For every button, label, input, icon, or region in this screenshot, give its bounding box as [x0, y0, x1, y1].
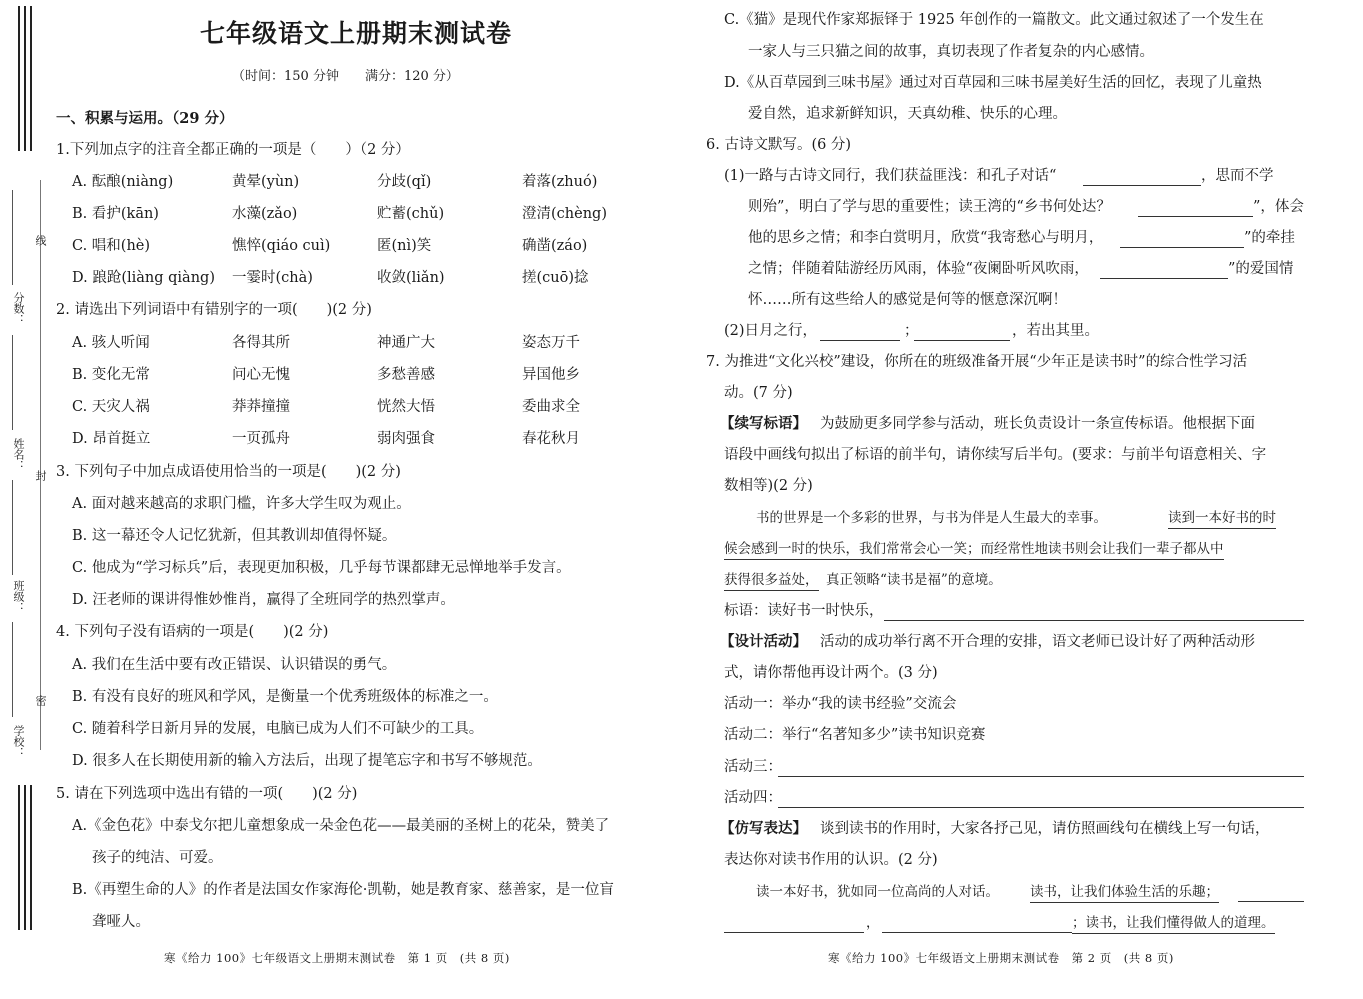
- q1-option-b-2: 水藻(zǎo): [232, 206, 298, 222]
- q5-option-b-line1: B.《再塑生命的人》的作者是法国女作家海伦·凯勒，她是教育家、慈善家，是一位盲: [72, 882, 614, 898]
- q6-line3-a: 他的思乡之情；和李白赏明月，欣赏“我寄愁心与明月，: [748, 230, 1104, 246]
- q1-option-c-2: 憔悴(qiáo cuì): [232, 238, 331, 254]
- q3-option-a: A. 面对越来越高的求职门槛，许多大学生叹为观止。: [72, 496, 411, 512]
- q6-line1-a: (1)一路与古诗文同行，我们获益匪浅：和孔子对话“: [724, 168, 1057, 184]
- q6-blank-3[interactable]: [1120, 247, 1244, 248]
- q6-line4-a: 之情；伴随着陆游经历风雨，体验“夜阑卧听风吹雨，: [748, 261, 1089, 277]
- q6-line4-b: ”的爱国情: [1228, 261, 1294, 277]
- q6-blank-4[interactable]: [1100, 278, 1228, 279]
- page-title: 七年级语文上册期末测试卷: [200, 19, 513, 48]
- q2-option-d-3: 弱肉强食: [377, 431, 435, 447]
- passage-line1-a: 书的世界是一个多彩的世界，与书为伴是人生最大的幸事。: [756, 510, 1107, 526]
- fang-line1: 谈到读书的作用时，大家各抒己见，请仿照画线句在横线上写一句话，: [820, 821, 1270, 837]
- side-bar-top-3: [30, 6, 32, 151]
- q3-option-b: B. 这一幕还令人记忆犹新，但其教训却值得怀疑。: [72, 528, 397, 544]
- question-2: 2. 请选出下列词语中有错别字的一项( )(2 分): [56, 302, 372, 318]
- q2-option-a-4: 姿态万千: [522, 335, 580, 351]
- side-bar-top-2: [24, 6, 26, 151]
- q6-line3-b: ”的牵挂: [1244, 230, 1295, 246]
- passage-line1-b: 读到一本好书的时: [1168, 508, 1276, 529]
- q1-option-d-3: 收敛(liǎn): [377, 270, 445, 286]
- she-line2: 式，请你帮他再设计两个。(3 分): [724, 665, 938, 681]
- question-3: 3. 下列句子中加点成语使用恰当的一项是( )(2 分): [56, 464, 401, 480]
- q5-option-d-line2: 爱自然，追求新鲜知识，天真幼稚、快乐的心理。: [748, 106, 1067, 122]
- slogan-label: 标语：读好书一时快乐，: [724, 603, 884, 619]
- q1-option-b-3: 贮蓄(chǔ): [377, 206, 445, 222]
- slogan-blank[interactable]: [884, 620, 1304, 621]
- side-label-feng: 封: [34, 470, 47, 481]
- q1-option-a-1: A. 酝酿(niàng): [72, 174, 174, 190]
- q6-blank-6[interactable]: [914, 340, 1010, 341]
- fang-line4-b: ；读书，让我们懂得做人的道理。: [1072, 913, 1275, 934]
- activity-1: 活动一：举办“我的读书经验”交流会: [724, 696, 957, 712]
- footer-page-2: 寒《给力 100》七年级语文上册期末测试卷 第 2 页 (共 8 页): [828, 951, 1174, 965]
- fang-line3-a: 读一本好书，犹如同一位高尚的人对话。: [756, 884, 999, 900]
- q4-option-c: C. 随着科学日新月异的发展，电脑已成为人们不可缺少的工具。: [72, 721, 484, 737]
- fang-tag: 【仿写表达】: [720, 820, 807, 837]
- question-1: 1.下列加点字的注音全都正确的一项是（ ）（2 分）: [56, 142, 410, 158]
- q4-option-b: B. 有没有良好的班风和学风，是衡量一个优秀班级体的标准之一。: [72, 689, 498, 705]
- fang-line2: 表达你对读书作用的认识。(2 分): [724, 852, 938, 868]
- side-label-xian: 线: [34, 235, 47, 246]
- side-bar-bottom-3: [30, 785, 32, 930]
- q5-option-c-line2: 一家人与三只猫之间的故事，真切表现了作者复杂的内心感情。: [748, 44, 1154, 60]
- xu-line2: 语段中画线句拟出了标语的前半句，请你续写后半句。(要求：与前半句语意相关、字: [724, 447, 1267, 463]
- activity-4-blank[interactable]: [778, 807, 1304, 808]
- q1-option-b-1: B. 看护(kān): [72, 206, 159, 222]
- footer-page-1: 寒《给力 100》七年级语文上册期末测试卷 第 1 页 (共 8 页): [164, 951, 510, 965]
- side-label-class: 班级：: [12, 580, 25, 613]
- side-blank-2: [12, 335, 13, 430]
- side-label-mi: 密: [34, 695, 47, 706]
- fang-line3-b: 读书，让我们体验生活的乐趣；: [1030, 882, 1219, 903]
- q6-line6-b: ；: [904, 323, 919, 339]
- q2-option-b-1: B. 变化无常: [72, 367, 150, 383]
- question-7-line1: 7. 为推进“文化兴校”建设，你所在的班级准备开展“少年正是读书时”的综合性学习活: [706, 354, 1248, 370]
- activity-3-label: 活动三：: [724, 759, 782, 775]
- q2-option-a-3: 神通广大: [377, 335, 435, 351]
- passage-line2: 候会感到一时的快乐，我们常常会心一笑；而经常性地读书则会让我们一辈子都从中: [724, 539, 1224, 560]
- q4-option-a: A. 我们在生活中要有改正错误、认识错误的勇气。: [72, 657, 397, 673]
- q1-option-c-4: 确凿(záo): [522, 238, 588, 254]
- activity-3-blank[interactable]: [778, 776, 1304, 777]
- q6-line2-b: ”，体会: [1253, 199, 1304, 215]
- q1-option-a-4: 着落(zhuó): [522, 174, 598, 190]
- fang-line4-a: ，: [866, 915, 880, 931]
- q1-option-d-1: D. 踉跄(liàng qiàng): [72, 270, 215, 286]
- side-blank-4: [12, 622, 13, 717]
- passage-line3-b: 真正领略“读书是福”的意境。: [826, 572, 1002, 588]
- q6-blank-5[interactable]: [820, 340, 900, 341]
- q2-option-d-4: 春花秋月: [522, 431, 580, 447]
- xu-line3: 数相等)(2 分): [724, 478, 813, 494]
- q5-option-a-line2: 孩子的纯洁、可爱。: [92, 850, 223, 866]
- side-label-score: 分数：: [12, 292, 25, 325]
- q2-option-a-2: 各得其所: [232, 335, 290, 351]
- q5-option-d-line1: D.《从百草园到三味书屋》通过对百草园和三味书屋美好生活的回忆，表现了儿童热: [724, 75, 1262, 91]
- activity-2: 活动二：举行“名著知多少”读书知识竞赛: [724, 727, 986, 743]
- q2-option-a-1: A. 骇人听闻: [72, 335, 150, 351]
- section-1-heading: 一、积累与运用。（29 分）: [56, 110, 234, 127]
- q3-option-c: C. 他成为“学习标兵”后，表现更加积极，几乎每节课都肆无忌惮地举手发言。: [72, 560, 571, 576]
- q6-line1-b: ，思而不学: [1201, 168, 1274, 184]
- q2-option-d-2: 一页孤舟: [232, 431, 290, 447]
- q5-option-b-line2: 聋哑人。: [92, 914, 150, 930]
- q1-option-c-3: 匿(nì)笑: [377, 238, 432, 254]
- q1-option-a-2: 黄晕(yùn): [232, 174, 300, 190]
- question-4: 4. 下列句子没有语病的一项是( )(2 分): [56, 624, 329, 640]
- q6-blank-2[interactable]: [1138, 216, 1253, 217]
- exam-meta: （时间：150 分钟 满分：120 分）: [232, 69, 459, 84]
- passage-line3-a: 获得很多益处，: [724, 570, 819, 591]
- q2-option-c-4: 委曲求全: [522, 399, 580, 415]
- q6-blank-1[interactable]: [1083, 185, 1201, 186]
- question-7-line2: 动。(7 分): [724, 385, 793, 401]
- question-6: 6. 古诗文默写。(6 分): [706, 137, 852, 153]
- q5-option-a-line1: A.《金色花》中泰戈尔把儿童想象成一朵金色花——最美丽的圣树上的花朵，赞美了: [72, 818, 610, 834]
- q6-line2-a: 则殆”，明白了学与思的重要性；读王湾的“乡书何处达？: [748, 199, 1111, 215]
- side-blank-3: [12, 480, 13, 575]
- q1-option-a-3: 分歧(qǐ): [377, 174, 432, 190]
- activity-4-label: 活动四：: [724, 790, 782, 806]
- q2-option-c-3: 恍然大悟: [377, 399, 435, 415]
- q2-option-b-3: 多愁善感: [377, 367, 435, 383]
- q5-option-c-line1: C.《猫》是现代作家郑振铎于 1925 年创作的一篇散文。此文通过叙述了一个发生在: [724, 12, 1264, 28]
- q3-option-d: D. 汪老师的课讲得惟妙惟肖，赢得了全班同学的热烈掌声。: [72, 592, 455, 608]
- q2-option-c-2: 莽莽撞撞: [232, 399, 290, 415]
- fang-blank-2[interactable]: [724, 932, 864, 933]
- q1-option-c-1: C. 唱和(hè): [72, 238, 151, 254]
- she-tag: 【设计活动】: [720, 633, 807, 650]
- fang-blank-1[interactable]: [1238, 901, 1304, 902]
- q2-option-c-1: C. 天灾人祸: [72, 399, 150, 415]
- side-bar-bottom: [18, 785, 20, 930]
- xu-line1: 为鼓励更多同学参与活动，班长负责设计一条宣传标语。他根据下面: [820, 416, 1255, 432]
- q2-option-b-4: 异国他乡: [522, 367, 580, 383]
- q6-line5: 怀……所有这些给人的感觉是何等的惬意深沉啊！: [748, 292, 1067, 308]
- side-bar-bottom-2: [24, 785, 26, 930]
- side-blank-1: [12, 190, 13, 285]
- q2-option-b-2: 问心无愧: [232, 367, 290, 383]
- q6-line6-c: ，若出其里。: [1012, 323, 1099, 339]
- xu-tag: 【续写标语】: [720, 415, 807, 432]
- q1-option-d-2: 一霎时(chà): [232, 270, 313, 286]
- side-label-name: 姓名：: [12, 438, 25, 471]
- q4-option-d: D. 很多人在长期使用新的输入方法后，出现了提笔忘字和书写不够规范。: [72, 753, 542, 769]
- binding-line: [40, 180, 41, 750]
- q1-option-d-4: 搓(cuō)捻: [522, 270, 589, 286]
- q1-option-b-4: 澄清(chèng): [522, 206, 607, 222]
- q2-option-d-1: D. 昂首挺立: [72, 431, 151, 447]
- side-label-school: 学校：: [12, 725, 25, 758]
- q6-line6-a: (2)日月之行，: [724, 323, 818, 339]
- fang-blank-3[interactable]: [882, 932, 1072, 933]
- she-line1: 活动的成功举行离不开合理的安排，语文老师已设计好了两种活动形: [820, 634, 1255, 650]
- question-5: 5. 请在下列选项中选出有错的一项( )(2 分): [56, 786, 358, 802]
- side-bar-top: [18, 6, 20, 151]
